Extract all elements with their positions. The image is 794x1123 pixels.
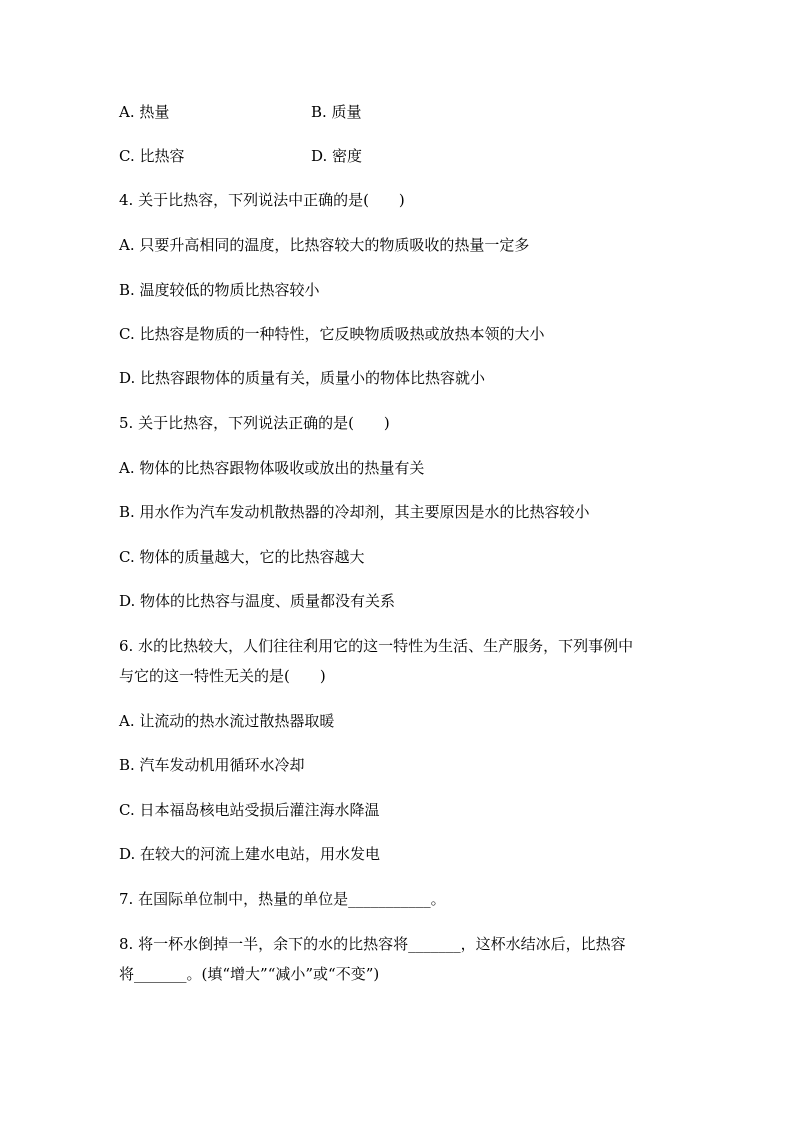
q4-option-c: C. 比热容是物质的一种特性，它反映物质吸热或放热本领的大小 <box>119 325 545 343</box>
q5-option-c: C. 物体的质量越大，它的比热容越大 <box>119 548 365 566</box>
q6-option-b: B. 汽车发动机用循环水冷却 <box>119 756 305 774</box>
q4-stem: 4. 关于比热容，下列说法中正确的是( ) <box>119 191 405 209</box>
q3-option-a: A. 热量 <box>119 103 170 121</box>
q6-stem-line-2: 与它的这一特性无关的是( ) <box>119 667 326 685</box>
q8-line-2: 将_______。(填“增大”“减小”或“不变”) <box>119 965 380 983</box>
q3-option-b: B. 质量 <box>311 103 362 121</box>
q4-option-a: A. 只要升高相同的温度，比热容较大的物质吸收的热量一定多 <box>119 236 530 254</box>
q4-option-b: B. 温度较低的物质比热容较小 <box>119 281 320 299</box>
q3-option-d: D. 密度 <box>311 147 363 165</box>
q6-stem-line-1: 6. 水的比热较大，人们往往利用它的这一特性为生活、生产服务，下列事例中 <box>119 637 634 655</box>
q8-line-1: 8. 将一杯水倒掉一半，余下的水的比热容将_______，这杯水结冰后，比热容 <box>119 935 626 953</box>
q5-stem: 5. 关于比热容，下列说法正确的是( ) <box>119 414 390 432</box>
q6-option-c: C. 日本福岛核电站受损后灌注海水降温 <box>119 801 380 819</box>
q5-option-b: B. 用水作为汽车发动机散热器的冷却剂，其主要原因是水的比热容较小 <box>119 503 590 521</box>
q6-option-a: A. 让流动的热水流过散热器取暖 <box>119 712 335 730</box>
q3-option-c: C. 比热容 <box>119 147 185 165</box>
q6-option-d: D. 在较大的河流上建水电站，用水发电 <box>119 845 381 863</box>
q7-stem: 7. 在国际单位制中，热量的单位是___________。 <box>119 890 446 908</box>
q5-option-d: D. 物体的比热容与温度、质量都没有关系 <box>119 592 396 610</box>
q4-option-d: D. 比热容跟物体的质量有关，质量小的物体比热容就小 <box>119 369 486 387</box>
q5-option-a: A. 物体的比热容跟物体吸收或放出的热量有关 <box>119 459 425 477</box>
